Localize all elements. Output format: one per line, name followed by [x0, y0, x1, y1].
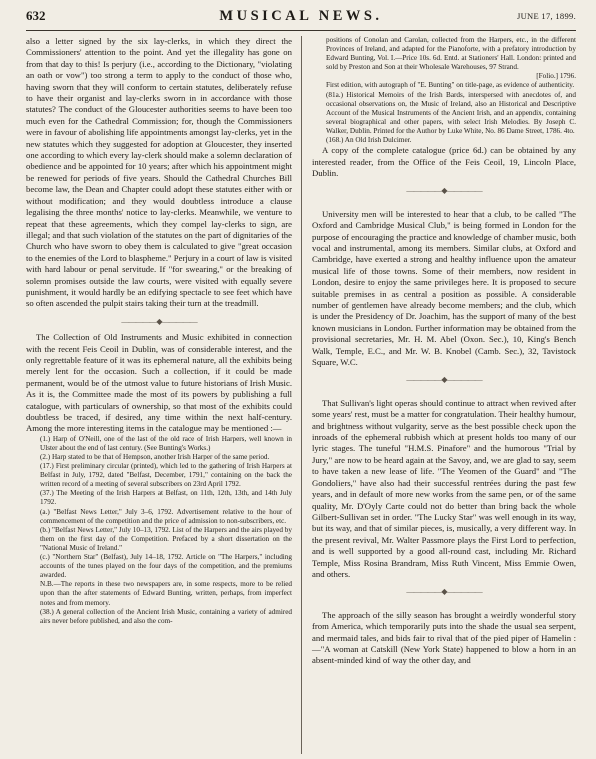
left-column	[26, 36, 292, 626]
catalogue-item: (a.) "Belfast News Letter," July 3–6, 1792. Advertisement relative to the hour of commencement of the competition and the price of admission to non-subscribers, etc.	[40, 507, 292, 525]
catalogue-item: (c.) "Northern Star" (Belfast), July 14–18, 1792. Article on "The Harpers," including accounts of the tunes played on the four days of the competition, and the premiums awarded.	[40, 553, 292, 580]
catalogue-note: N.B.—The reports in these two newspapers are, in some respects, more to be relied upon than the after statements of Edward Bunting, written, perhaps, from imperfect notes and from memory.	[40, 580, 292, 607]
header-rule	[26, 30, 576, 31]
catalogue-item: (37.) The Meeting of the Irish Harpers at Belfast, on 11th, 12th, 13th, and 14th July 1792.	[40, 489, 292, 507]
article-gloucester-continued: also a letter signed by the six lay-clerks, in which they direct the Commissioners' attention to the point. And yet the illegality has gone on from that day to this! Is perjury (i.e., according to the Dictionary, "violating an oath or vow") too strong a term to apply to the conduct of those who, having sworn that they will conform to certain statutes, deliberately refuse to have their organist and lay-clerks sworn in in accordance with those statutes? The conduct of the Gloucester authorities seems to have been too much even for the Cathedral Commission; for, though the Commissioners were in favour of abolishing life appointments amongst lay-clerks, yet in the new statutes which they suggested for adoption at Gloucester, they inserted one according to which every lay-clerk should make a solemn declaration of obedience and be appointed for 10 years; after which his appointment might be renewed for periods of five years. Should the Cathedral Churches Bill become law, the Dean and Chapter could adopt these statutes either with or without modification; and they would doubtless introduce a clause legalising the three months' notice to lay-clerks. Meanwhile, we venture to repeat that these agreements, which they compel lay-clerks to sign, are illegal; and that such violation of the statutes on the part of dignitaries of the Church who have sworn to obey them is calculated to give "great occasion to the enemies of the Lord to blaspheme." Perjury in a court of law is visited with hard labour or penal servitude. If "for swearing," or the breaking of solemn promises outside the law courts, were visited with equally severe punishment, it would hardly be an edifying spectacle to see feet which have so often ascended the pulpit stairs taking their turn at the treadmill.	[26, 36, 292, 309]
column-divider	[301, 36, 302, 754]
catalogue-item-continued: positions of Conolan and Carolan, collected from the Harpers, etc., in the different Provinces of Ireland, and adapted for the Pianoforte, with a prefatory introduction by Edward Bunting, Vol. I.—Price 10s. 6d. Entd. at Stationers' Hall. London: printed and sold by Preston and Son at their Wholesale Warehouses, 97 Strand.	[326, 36, 576, 72]
catalogue-note: First edition, with autograph of "E. Bunting" on title-page, as evidence of authenticity.	[326, 81, 575, 90]
catalogue-item: (81a.) Historical Memoirs of the Irish Bards, interspersed with anecdotes of, and occasional observations on, the Music of Ireland, also an Historical and Descriptive Account of the Musical Instruments of the Ancient Irish, and an appendix, containing several biographical and other papers, with select Irish Melodies. By Joseph C. Walker, Dublin. Printed for the Author by Luke White, No. 86 Dame Street, 1786. 4to.	[326, 90, 576, 135]
catalogue-list-continued	[312, 36, 576, 145]
catalogue-item: (168.) An Old Irish Dulcimer.	[326, 136, 412, 145]
catalogue-folio: [Folio.] 1796.	[536, 72, 576, 81]
article-oxford-cambridge-club: University men will be interested to hear that a club, to be called "The Oxford and Cambridge Musical Club," is being formed in London for the purpose of encouraging the practice and knowledge of chamber music, both vocal and instrumental, among its members. Similar clubs, at Oxford and Cambridge, have exerted a strong and healthy influence upon the amateur musical life of those towns. Some of their members, now resident in London, desire to enjoy the same privileges here. It is proposed to secure suitable premises in as central a position as possible. A considerable number of gentlemen have already become members; and the club, which is under the Presidency of Dr. Joachim, has the support of many of the best known musicians in London. Further information may be obtained from the provisional secretaries, Mr. H. M. Abel (Oxon. Sec.), 10, King's Bench Walk, Temple, E.C., and Mr. W. B. Knobel (Camb. Sec.), 32, Tavistock Square, W.C.	[312, 208, 576, 368]
masthead-title: MUSICAL NEWS.	[219, 8, 383, 24]
catalogue-item: (17.) First preliminary circular (printed), which led to the gathering of Irish Harpers at Belfast in July, 1792, dated "Belfast, December, 1791," containing on the back the written record of a meeting of several subscribers on 23rd April 1792.	[40, 462, 292, 489]
right-column	[312, 36, 576, 667]
catalogue-item: (b.) "Belfast News Letter," July 10–13, 1792. List of the Harpers and the airs played by them on the first day of the Competition. Prefaced by a short dissertation on the "National Music of Ireland."	[40, 525, 292, 552]
catalogue-item: (1.) Harp of O'Neill, one of the last of the old race of Irish Harpers, well known in Ulster about the end of last century. (See Bunting's Works.)	[40, 434, 292, 452]
article-silly-season: The approach of the silly season has brought a weirdly wonderful story from America, which temporarily puts into the shade the usual sea serpent, and mermaid tales, and bids fair to rival that of the pied piper of Hamelin :—"A woman at Catskill (New York State) happened to blow a horn in an absent-minded kind of way the other day, and	[312, 609, 576, 666]
issue-date: JUNE 17, 1899.	[517, 11, 576, 21]
article-feis-ceoil: The Collection of Old Instruments and Music exhibited in connection with the recent Feis Ceoil in Dublin, was of considerable interest, and the only regrettable feature of it was its ephemeral nature, all the exhibits being merely lent for the occasion. Such a collection, if it could be made permanent, would be of the utmost value to future historians of Irish Music. As it is, the Committee made the most of its powers by publishing a full catalogue, with particulars of ownership, so that most of the exhibits could doubtless be traced, if desired, any time within the next half-century. Among the more interesting items in the catalogue may be mentioned :—	[26, 332, 292, 434]
catalogue-availability: A copy of the complete catalogue (price 6d.) can be obtained by any interested reader, from the Office of the Feis Ceoil, 19, Lincoln Place, Dublin.	[312, 145, 576, 178]
article-sullivan-operas: That Sullivan's light operas should continue to attract when revived after some years' rest, must be a matter for congratulation. Their healthy humour, and brightness without vulgarity, serve as the best possible check upon the inroads of the ephemeral rubbish which at present holds too many of our lyric stages. The tuneful "H.M.S. Pinafore" and the humorous "Trial by Jury," are now to be heard again at the Savoy, and, we are glad to say, seem to have taken a new lease of life. "The Yeomen of the Guard" and "The Gondoliers," have also had their successful rentrées during the past few years, and in default of more new works from the same pen, or of the same quality, Mr. D'Oyly Carte could not do better than bring back the whole Gilbert-Sullivan set in order. "The Lucky Star" was well enough in its way, but its way, and that of similar pieces, is, musically, a very different way. In the present revival, Mr. Walter Passmore plays the First Lord to perfection, and is well supported by a good all-round cast, including Mr. Richard Temple, Miss Rosina Brandram, Miss Ruth Vincent, Miss Emmie Owen, and others.	[312, 397, 576, 579]
section-ornament: —————◆—————	[406, 375, 482, 385]
section-ornament: —————◆—————	[121, 316, 197, 326]
catalogue-item: (2.) Harp stated to be that of Hempson, another Irish Harper of the same period.	[40, 453, 270, 461]
catalogue-list	[26, 435, 292, 626]
page-header	[26, 8, 576, 28]
section-ornament: —————◆—————	[406, 186, 482, 196]
page-number: 632	[26, 8, 46, 23]
section-ornament: —————◆—————	[406, 587, 482, 597]
catalogue-item: (38.) A general collection of the Ancient Irish Music, containing a variety of admired airs never before published, and also the com-	[40, 607, 292, 625]
